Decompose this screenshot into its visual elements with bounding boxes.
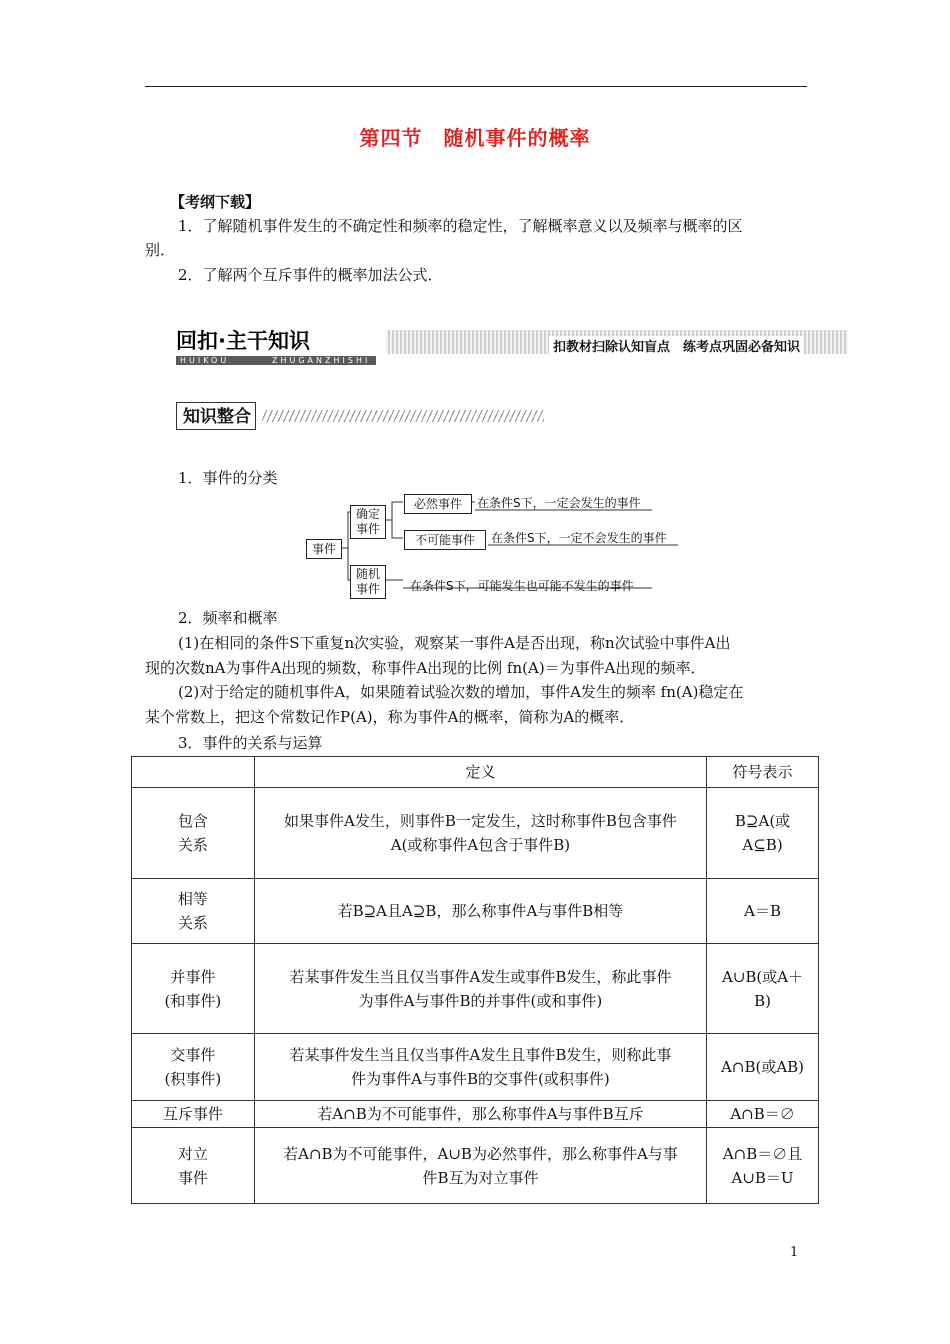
table-row bbox=[132, 944, 819, 1034]
outline-item-1-cont: 别． bbox=[145, 241, 176, 259]
page-number: 1 bbox=[790, 1245, 799, 1260]
table-cell-sym: A∩B＝∅ bbox=[707, 1101, 819, 1128]
table-header-row bbox=[132, 757, 819, 788]
banner-sub-right: ZHUGANZHISHI bbox=[272, 356, 371, 365]
diagram-impossible: 不可能事件 bbox=[404, 530, 486, 550]
outline-heading: 【考纲下载】 bbox=[170, 193, 261, 211]
table-cell-name: 并事件 (和事件) bbox=[132, 944, 255, 1034]
table-cell-sym: A∩B＝∅且 A∪B＝U bbox=[707, 1128, 819, 1204]
page-title: 第四节 随机事件的概率 bbox=[359, 126, 591, 150]
diagram-impossible-desc: 在条件S下，一定不会发生的事件 bbox=[491, 531, 667, 545]
knowledge-label: 知识整合 bbox=[176, 402, 256, 430]
section-banner bbox=[176, 328, 848, 368]
table-header-cell bbox=[132, 757, 255, 788]
table-cell-def: 若某事件发生当且仅当事件A发生或事件B发生，称此事件 为事件A与事件B的并事件(或和事件) bbox=[254, 944, 706, 1034]
section2-p2-line1: (2)对于给定的随机事件A，如果随着试验次数的增加，事件A发生的频率 fn(A)稳定在 bbox=[178, 683, 744, 701]
table-row bbox=[132, 879, 819, 944]
banner-title: 回扣·主干知识 bbox=[176, 328, 386, 355]
table-header-cell: 定义 bbox=[254, 757, 706, 788]
table-row bbox=[132, 1128, 819, 1204]
section2-p1-line1: (1)在相同的条件S下重复n次实验，观察某一事件A是否出现，称n次试验中事件A出 bbox=[178, 634, 731, 652]
table-cell-sym: B⊇A(或 A⊆B) bbox=[707, 788, 819, 879]
knowledge-hatch bbox=[262, 410, 544, 422]
section2-p1-line2: 现的次数nA为事件A出现的频数，称事件A出现的比例 fn(A)＝为事件A出现的频率． bbox=[145, 659, 706, 677]
table-cell-name: 对立 事件 bbox=[132, 1128, 255, 1204]
section2-heading: 2．频率和概率 bbox=[178, 609, 278, 627]
diagram-sure: 必然事件 bbox=[404, 494, 472, 514]
table-row bbox=[132, 1101, 819, 1128]
table-cell-sym: A∪B(或A＋ B) bbox=[707, 944, 819, 1034]
diagram-sure-desc: 在条件S下，一定会发生的事件 bbox=[477, 496, 641, 510]
table-row bbox=[132, 1034, 819, 1101]
section2-p2-line2: 某个常数上，把这个常数记作P(A)，称为事件A的概率，简称为A的概率． bbox=[145, 708, 635, 726]
outline-item-2: 2．了解两个互斥事件的概率加法公式． bbox=[178, 266, 443, 284]
table-row bbox=[132, 788, 819, 879]
diagram-root: 事件 bbox=[306, 539, 342, 559]
diagram-certain: 确定事件 bbox=[350, 505, 386, 539]
header-rule bbox=[145, 86, 807, 87]
diagram-random: 随机事件 bbox=[350, 565, 386, 599]
table-cell-name: 交事件 (积事件) bbox=[132, 1034, 255, 1101]
diagram-random-desc: 在条件S下，可能发生也可能不发生的事件 bbox=[410, 579, 634, 593]
banner-sub-left: HUIKOU bbox=[180, 356, 230, 365]
outline-item-1: 1．了解随机事件发生的不确定性和频率的稳定性，了解概率意义以及频率与概率的区 bbox=[178, 217, 743, 235]
table-header-cell: 符号表示 bbox=[707, 757, 819, 788]
table-cell-def: 若A∩B为不可能事件，A∪B为必然事件，那么称事件A与事 件B互为对立事件 bbox=[254, 1128, 706, 1204]
table-cell-sym: A∩B(或AB) bbox=[707, 1034, 819, 1101]
section1-heading: 1．事件的分类 bbox=[178, 469, 278, 487]
table-cell-def: 若某事件发生当且仅当事件A发生且事件B发生，则称此事 件为事件A与事件B的交事件(或积事件) bbox=[254, 1034, 706, 1101]
table-cell-name: 包含 关系 bbox=[132, 788, 255, 879]
relations-table bbox=[131, 756, 819, 1204]
banner-tagline: 扣教材扫除认知盲点 练考点巩固必备知识 bbox=[549, 336, 804, 355]
table-cell-def: 若A∩B为不可能事件，那么称事件A与事件B互斥 bbox=[254, 1101, 706, 1128]
table-cell-def: 若B⊇A且A⊇B，那么称事件A与事件B相等 bbox=[254, 879, 706, 944]
table-cell-def: 如果事件A发生，则事件B一定发生，这时称事件B包含事件 A(或称事件A包含于事件B) bbox=[254, 788, 706, 879]
section3-heading: 3．事件的关系与运算 bbox=[178, 734, 323, 752]
table-cell-sym: A＝B bbox=[707, 879, 819, 944]
table-cell-name: 相等 关系 bbox=[132, 879, 255, 944]
table-cell-name: 互斥事件 bbox=[132, 1101, 255, 1128]
